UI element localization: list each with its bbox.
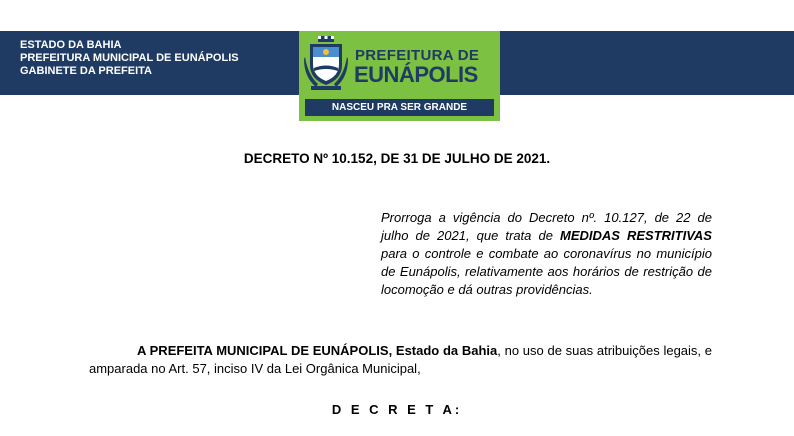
decree-ementa	[381, 209, 712, 299]
decree-title: DECRETO Nº 10.152, DE 31 DE JULHO DE 2021.	[243, 151, 551, 166]
prefecture-logo	[299, 31, 500, 121]
logo-word-eunapolis: EUNÁPOLIS	[354, 62, 478, 87]
decree-preamble	[89, 342, 712, 378]
ementa-emphasis: MEDIDAS RESTRITIVAS	[559, 228, 712, 243]
ementa-text-2: para o controle e combate ao coronavírus no município de Eunápolis, relativamente aos horários de restrição de locomoção e dá outras providências.	[381, 246, 712, 297]
logo-slogan: NASCEU PRA SER GRANDE	[305, 99, 494, 116]
municipal-crest-icon	[304, 35, 348, 91]
logo-word-prefeitura: PREFEITURA DE	[355, 47, 480, 64]
ementa-text-1: Prorroga a vigência do Decreto nº. 10.127, de 22 de julho de 2021, que trata de	[381, 210, 712, 243]
header-state: ESTADO DA BAHIA	[20, 39, 122, 51]
decreta-heading: D E C R E T A:	[331, 402, 463, 417]
preamble-authority: A PREFEITA MUNICIPAL DE EUNÁPOLIS, Estado da Bahia	[137, 343, 498, 358]
header-cabinet: GABINETE DA PREFEITA	[20, 65, 153, 77]
header-text	[20, 39, 239, 78]
header-prefecture: PREFEITURA MUNICIPAL DE EUNÁPOLIS	[20, 52, 239, 64]
preamble-text: , no uso de suas atribuições legais, e amparada no Art. 57, inciso IV da Lei Orgânica Municipal,	[89, 343, 712, 376]
